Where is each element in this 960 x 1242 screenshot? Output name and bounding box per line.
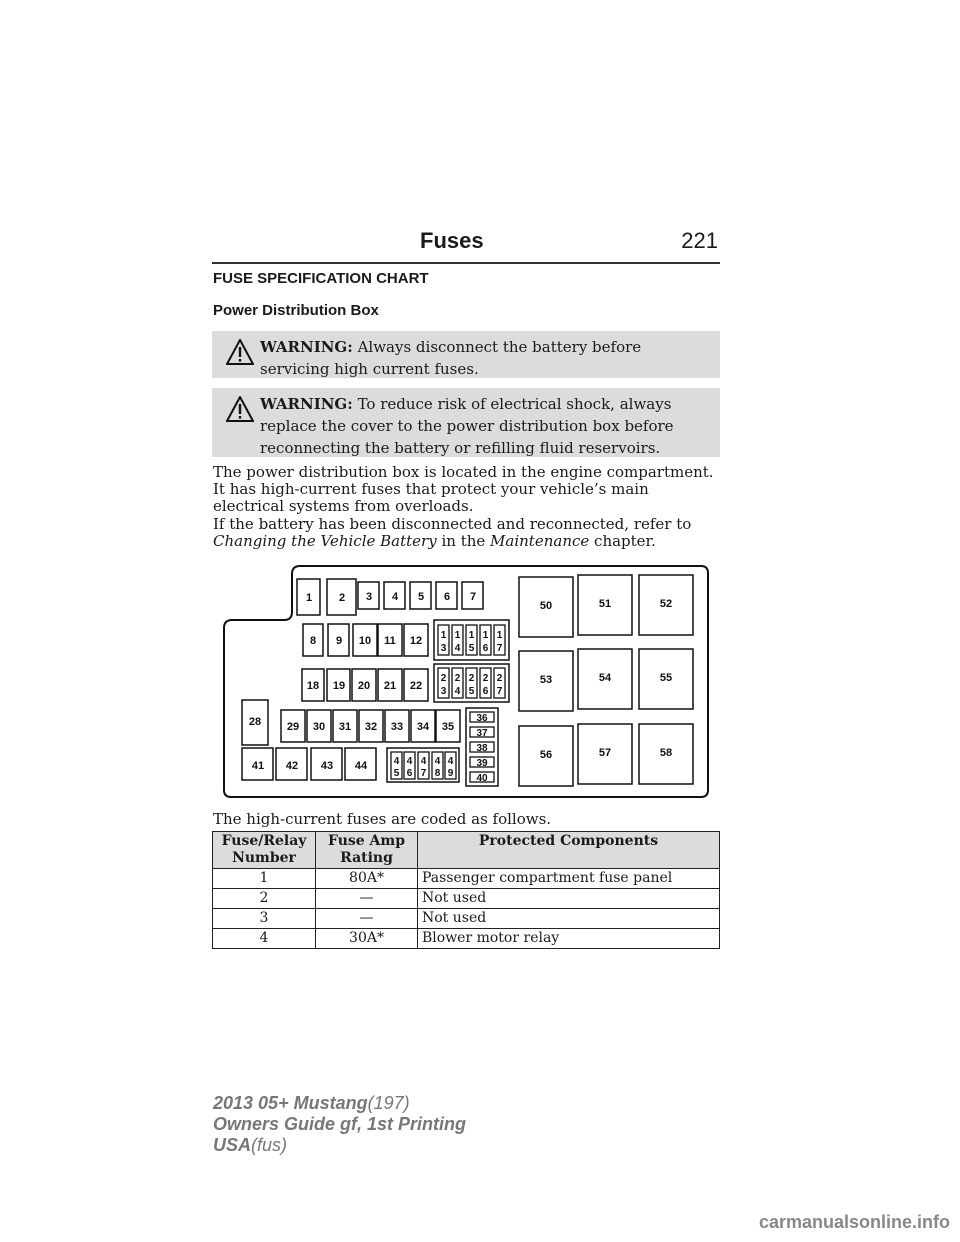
footer-code: (197) [367,1093,410,1113]
fuse-label-digit: 2 [468,673,475,684]
relay-label: 52 [659,598,673,610]
relay-label: 58 [659,747,673,759]
fuse-label-digit: 8 [434,768,441,779]
protected-component: Passenger compartment fuse panel [418,869,720,889]
fuse-number: 1 [213,869,316,889]
fuse-label-digit: 6 [406,768,413,779]
fuse-label: 41 [251,760,265,772]
fuse-label: 28 [248,716,262,728]
fuse-label: 30 [312,721,326,733]
fuse-label: 37 [476,728,488,739]
relay-label: 50 [539,600,553,612]
subsection-title: Power Distribution Box [213,302,379,319]
fuse-label-digit: 2 [440,673,447,684]
table-row [213,929,720,949]
fuse-label: 36 [476,713,488,724]
fuse-label-digit: 7 [420,768,427,779]
fuse-label: 3 [365,591,373,603]
footer-region: USA [213,1135,252,1155]
fuse-label: 4 [391,591,399,603]
fuse-label: 34 [416,721,430,733]
fuse-label-digit: 7 [496,643,503,654]
footer-lang: (fus) [251,1135,288,1155]
battery-paragraph [213,516,723,550]
table-intro: The high-current fuses are coded as follows. [213,810,552,828]
chapter-title: Fuses [420,228,484,253]
relay-label: 55 [659,672,673,684]
fuse-amp: 30A* [316,929,418,949]
intro-paragraph: The power distribution box is located in the engine compartment. It has high-current fuses that protect your vehicle’s main electrical systems from overloads. [213,463,714,515]
fuse-label: 35 [441,721,455,733]
fuse-label: 1 [305,592,313,604]
text-after: chapter. [594,532,656,550]
fuse-label-digit: 5 [393,768,400,779]
page-header [212,226,720,264]
fuse-label: 12 [409,635,423,647]
fuse-label-digit: 2 [454,673,461,684]
fuse-label: 42 [285,760,299,772]
protected-component: Blower motor relay [418,929,720,949]
fuse-label-digit: 6 [482,643,489,654]
fuse-amp: — [316,909,418,929]
chapter-reference: Maintenance [490,532,590,550]
warning-box-2 [212,388,720,457]
fuse-label: 43 [320,760,334,772]
fuse-label-digit: 1 [440,630,447,641]
fuse-label-digit: 4 [454,686,461,697]
fuse-label-digit: 1 [468,630,475,641]
fuse-label-digit: 2 [496,673,503,684]
table-row [213,909,720,929]
page-number: 221 [681,228,718,253]
fuse-label-digit: 6 [482,686,489,697]
warning-triangle-icon [226,339,254,365]
fuse-label-digit: 1 [496,630,503,641]
relay-label: 54 [598,672,612,684]
section-title: FUSE SPECIFICATION CHART [213,270,429,287]
warning-text: To reduce risk of electrical shock, always replace the cover to the power distribution box before reconnecting the battery or refilling fluid reservoirs. [260,395,674,457]
fuse-amp: 80A* [316,869,418,889]
text-before: If the battery has been disconnected and reconnected, refer to [213,515,692,533]
fuse-box-diagram [222,564,710,800]
footer-edition: Owners Guide gf, 1st Printing [213,1114,467,1134]
fuse-number: 4 [213,929,316,949]
fuse-label: 38 [476,743,488,754]
fuse-label-digit: 4 [434,756,441,767]
fuse-label: 44 [354,760,368,772]
chapter-reference: Changing the Vehicle Battery [213,532,437,550]
relay-label: 57 [598,747,612,759]
fuse-label-digit: 4 [393,756,400,767]
fuse-label-digit: 4 [447,756,454,767]
table-header-row [213,832,720,869]
fuse-number: 2 [213,889,316,909]
column-header: Fuse/Relay Number [213,832,316,869]
fuse-label-digit: 5 [468,686,475,697]
relay-label: 51 [598,598,612,610]
fuse-label: 32 [364,721,378,733]
table-row [213,869,720,889]
fuse-label-digit: 1 [482,630,489,641]
fuse-number: 3 [213,909,316,929]
warning-box-1 [212,331,720,378]
column-header: Protected Components [418,832,720,869]
fuse-label: 39 [476,758,488,769]
fuse-label: 11 [384,635,396,647]
fuse-label-digit: 4 [406,756,413,767]
fuse-label-digit: 4 [454,643,461,654]
fuse-label-digit: 5 [468,643,475,654]
fuse-label: 33 [390,721,404,733]
footer-model: 2013 05+ Mustang [213,1093,368,1113]
fuse-label: 5 [417,591,425,603]
fuse-label: 7 [469,591,477,603]
fuse-label: 40 [476,773,488,784]
protected-component: Not used [418,909,720,929]
column-header: Fuse Amp Rating [316,832,418,869]
fuse-amp: — [316,889,418,909]
print-footer [213,1093,466,1156]
fuse-table [212,831,720,949]
fuse-label: 31 [338,721,352,733]
fuse-label-digit: 2 [482,673,489,684]
warning-triangle-icon [226,396,254,422]
fuse-label: 6 [443,591,451,603]
fuse-label-digit: 3 [440,686,447,697]
relay-label: 53 [539,674,553,686]
fuse-label: 29 [286,721,300,733]
fuse-label: 10 [358,635,372,647]
fuse-label: 2 [338,592,346,604]
fuse-label-digit: 3 [440,643,447,654]
fuse-label: 8 [309,635,317,647]
warning-label: WARNING: [260,395,353,413]
fuse-label: 19 [332,680,346,692]
fuse-label: 9 [335,635,343,647]
protected-component: Not used [418,889,720,909]
fuse-label: 21 [383,680,397,692]
fuse-label: 20 [357,680,371,692]
table-row [213,889,720,909]
fuse-label-digit: 7 [496,686,503,697]
fuse-label: 22 [409,680,423,692]
watermark: carmanualsonline.info [758,1212,950,1232]
warning-label: WARNING: [260,338,353,356]
fuse-label-digit: 1 [454,630,461,641]
fuse-label-digit: 4 [420,756,427,767]
warning-text: Always disconnect the battery before servicing high current fuses. [260,338,642,378]
relay-label: 56 [539,749,553,761]
fuse-label: 18 [306,680,320,692]
fuse-label-digit: 9 [447,768,454,779]
text-middle: in the [441,532,486,550]
